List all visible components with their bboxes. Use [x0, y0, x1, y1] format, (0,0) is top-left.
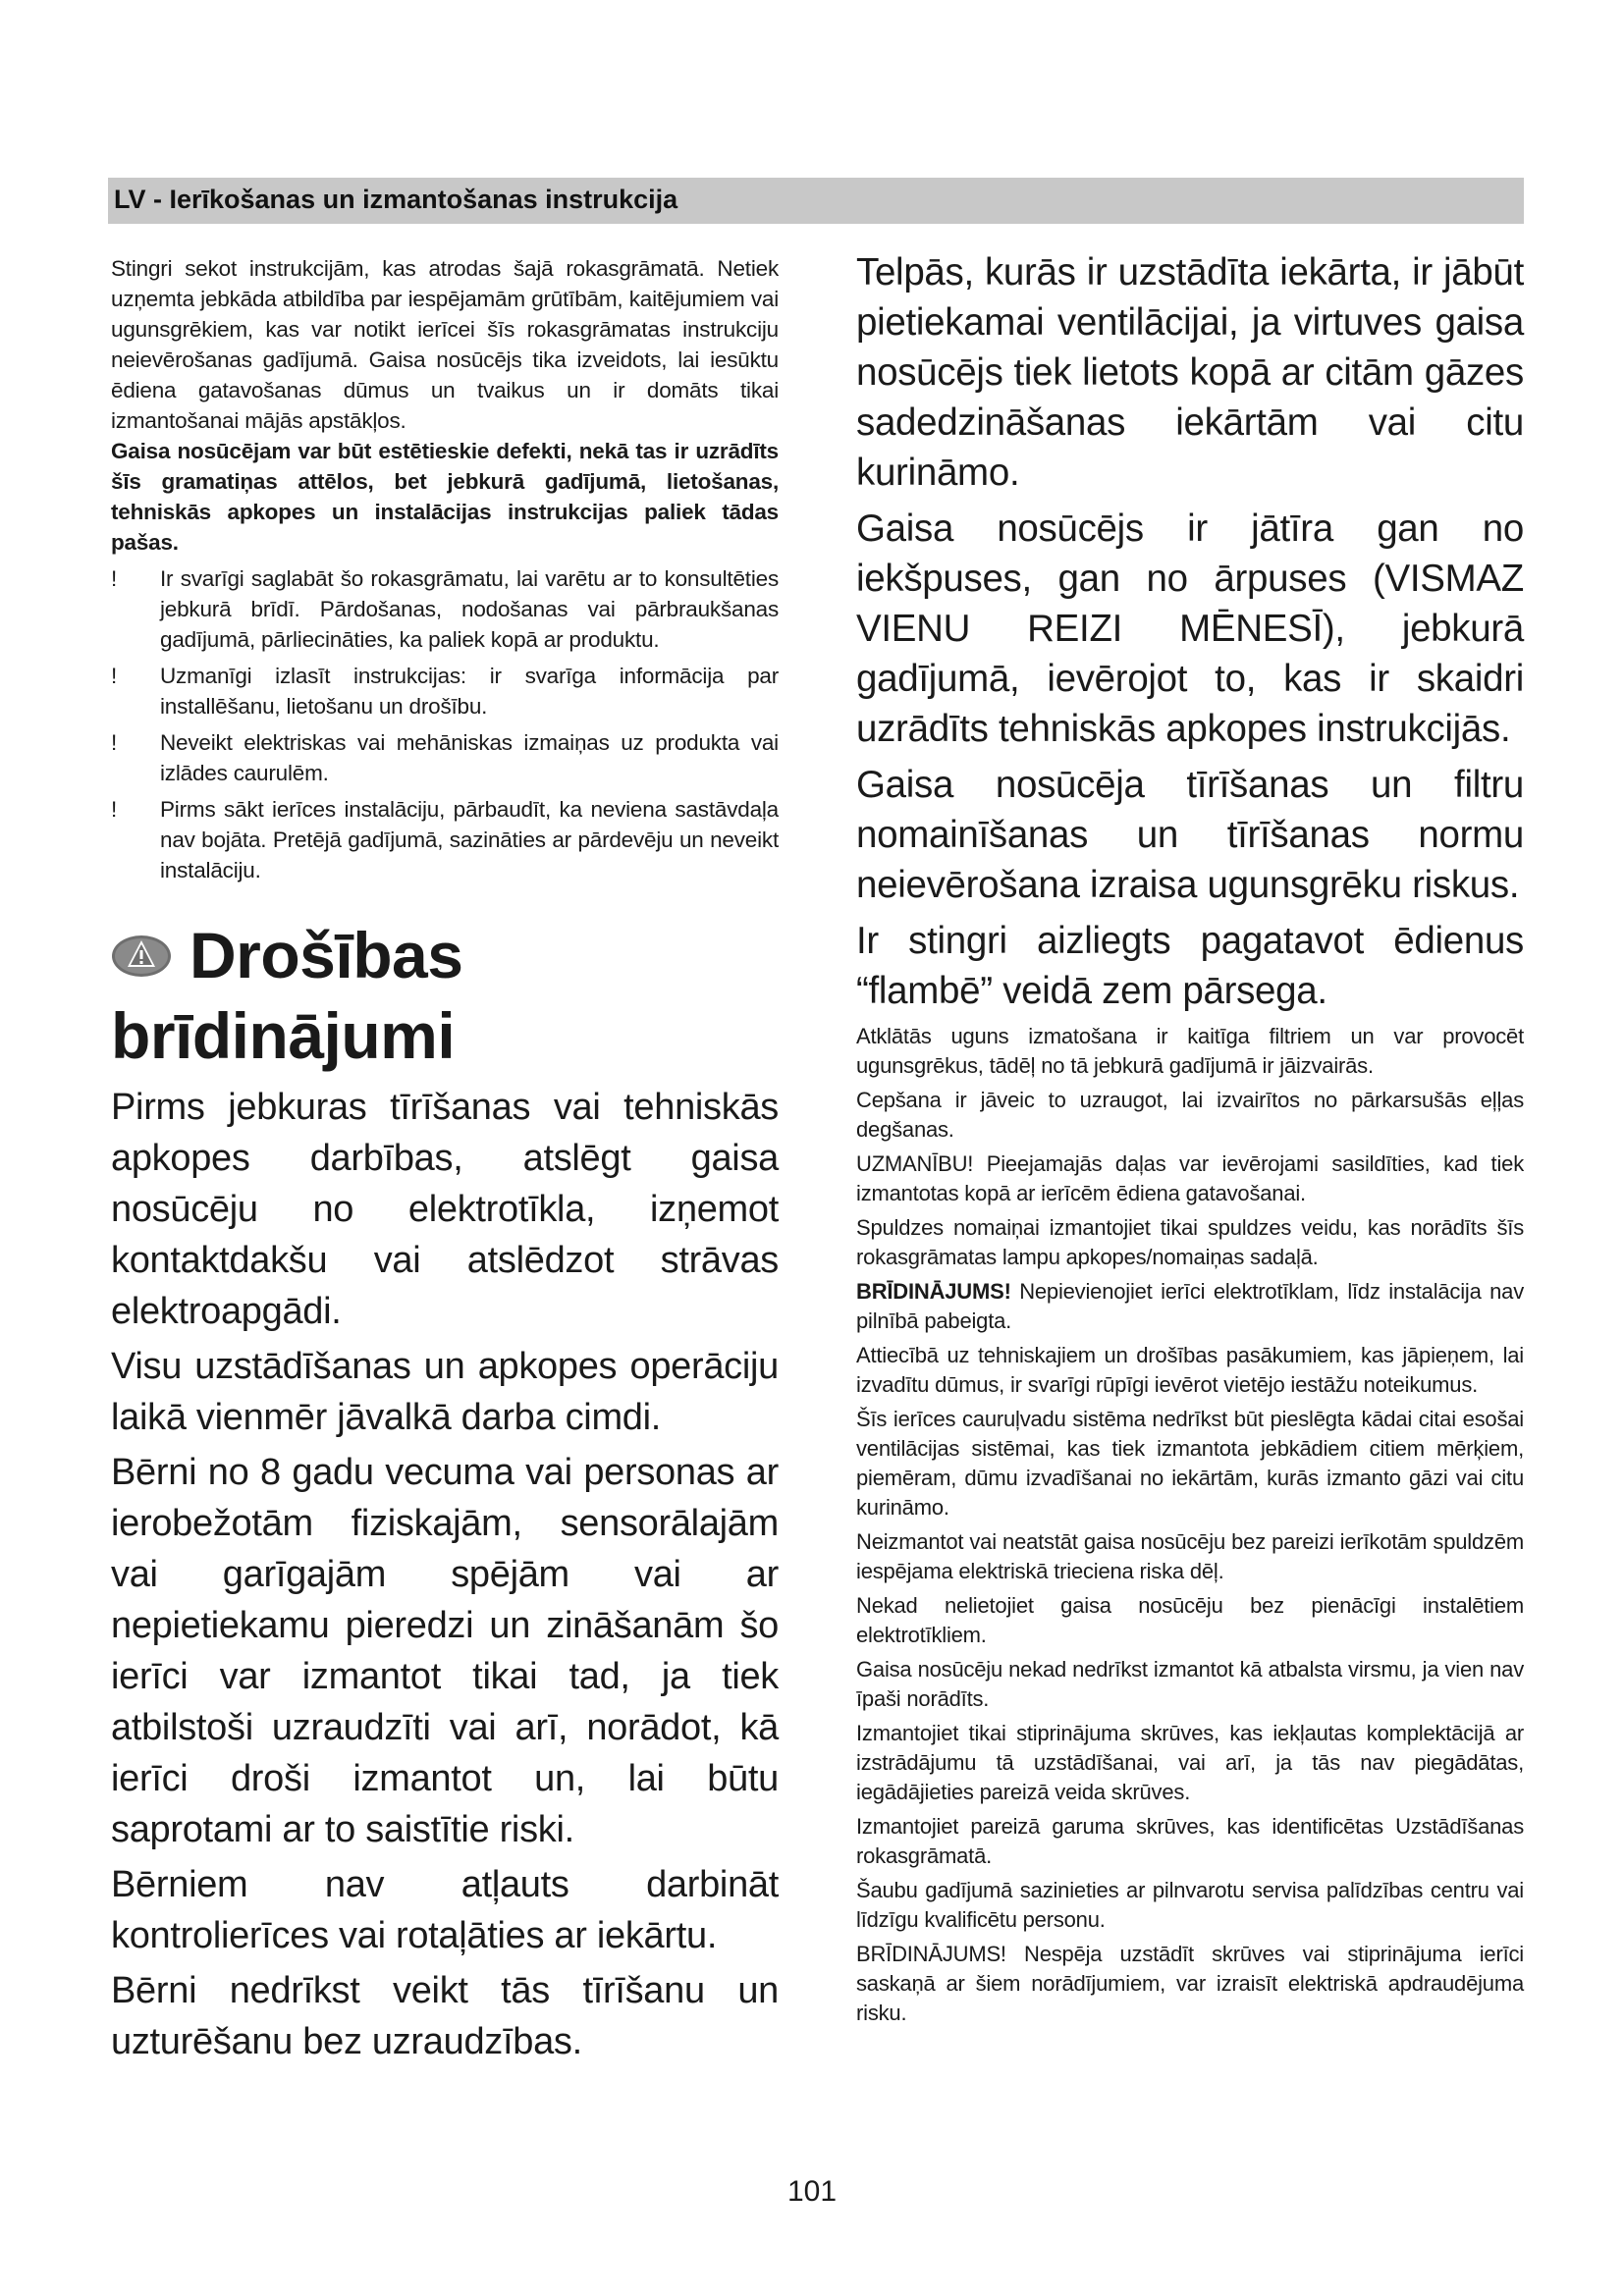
list-item — [111, 727, 779, 788]
exclamation-icon: ! — [111, 797, 118, 822]
exclamation-icon: ! — [111, 566, 118, 591]
exclamation-icon: ! — [111, 730, 118, 755]
text-paragraph: Šaubu gadījumā sazinieties ar pilnvarotu servisa palīdzības centru vai līdzīgu kvalificētu personu. — [856, 1878, 1524, 1932]
warning-label: BRĪDINĀJUMS! — [856, 1279, 1011, 1304]
list-item — [111, 563, 779, 655]
warning-text: Nepievienojiet ierīci elektrotīklam, līdz instalācija nav pilnībā pabeigta. — [856, 1279, 1524, 1333]
warning-paragraph: Bērni no 8 gadu vecuma vai personas ar ierobežotām fiziskajām, sensorālajām vai garīgajām spējām vai ar nepietiekamu pieredzi un zināšanām šo ierīci var izmantot tikai tad, ja tiek atbilstoši uzraudzīti vai arī, norādot, kā ierīci droši izmantot un, lai būtu saprotami ar to saistītie riski. — [111, 1452, 779, 1850]
warning-triangle-icon — [111, 915, 172, 995]
large-warnings — [111, 1082, 779, 2067]
section-title: LV - Ierīkošanas un izmantošanas instrukcija — [114, 185, 678, 214]
warning-paragraph: Gaisa nosūcēja tīrīšanas un filtru nomainīšanas un tīrīšanas normu neievērošana izraisa ugunsgrēku riskus. — [856, 764, 1524, 906]
warning-paragraph: Visu uzstādīšanas un apkopes operāciju laikā vienmēr jāvalkā darba cimdi. — [111, 1346, 779, 1438]
text-paragraph: Cepšana ir jāveic to uzraugot, lai izvairītos no pārkarsušās eļļas degšanas. — [856, 1088, 1524, 1142]
intro-bold-paragraph: Gaisa nosūcējam var būt estētieskie defekti, nekā tas ir uzrādīts šīs gramatiņas attēlos, bet jebkurā gadījumā, lietošanas, tehniskās apkopes un instalācijas instrukcijas paliek tādas pašas. — [111, 439, 779, 555]
warning-paragraph: Bērniem nav atļauts darbināt kontrolierīces vai rotaļāties ar iekārtu. — [111, 1864, 779, 1956]
list-item — [111, 661, 779, 721]
warning-paragraph: Pirms jebkuras tīrīšanas vai tehniskās apkopes darbības, atslēgt gaisa nosūcēju no elektrotīkla, izņemot kontaktdakšu vai atslēdzot strāvas elektroapgādi. — [111, 1087, 779, 1332]
heading-line-1: Drošības — [189, 919, 463, 991]
text-paragraph — [856, 1277, 1524, 1336]
bullet-text: Uzmanīgi izlasīt instrukcijas: ir svarīga informācija par installēšanu, lietošanu un drošību. — [160, 664, 779, 719]
list-item — [111, 794, 779, 885]
bullet-list — [111, 563, 779, 885]
heading-line-2: brīdinājumi — [111, 999, 456, 1072]
text-paragraph: UZMANĪBU! Pieejamajās daļas var ievērojami sasildīties, kad tiek izmantotas kopā ar ierīcēm ēdiena gatavošanai. — [856, 1151, 1524, 1205]
warning-paragraph: Gaisa nosūcējs ir jātīra gan no iekšpuses, gan no ārpuses (VISMAZ VIENU REIZI MĒNESĪ), jebkurā gadījumā, ievērojot to, kas ir skaidri uzrādīts tehniskās apkopes instrukcijās. — [856, 507, 1524, 750]
safety-warnings-heading — [111, 915, 779, 1076]
page-number: 101 — [786, 2175, 838, 2208]
text-paragraph: Spuldzes nomaiņai izmantojiet tikai spuldzes veidu, kas norādīts šīs rokasgrāmatas lampu apkopes/nomaiņas sadaļā. — [856, 1215, 1524, 1269]
text-paragraph: Izmantojiet tikai stiprinājuma skrūves, kas iekļautas komplektācijā ar izstrādājumu tā uzstādīšanai, vai arī, ja tās nav piegādātas, iegādājieties pareizā veida skrūves. — [856, 1721, 1524, 1804]
section-header-bar — [108, 178, 1524, 224]
warning-paragraph: Bērni nedrīkst veikt tās tīrīšanu un uzturēšanu bez uzraudzības. — [111, 1970, 779, 2062]
left-column — [111, 253, 779, 2071]
text-paragraph: Šīs ierīces cauruļvadu sistēma nedrīkst būt pieslēgta kādai citai esošai ventilācijas sistēmai, kas tiek izmantota jebkādiem citiem mērķiem, piemēram, dūmu izvadīšanai no iekārtām, kurās izmanto gāzi vai citu kurināmo. — [856, 1407, 1524, 1520]
text-paragraph: Gaisa nosūcēju nekad nedrīkst izmantot kā atbalsta virsmu, ja vien nav īpaši norādīts. — [856, 1657, 1524, 1711]
right-column — [856, 247, 1524, 2033]
text-paragraph: Attiecībā uz tehniskajiem un drošības pasākumiem, kas jāpieņem, lai izvadītu dūmus, ir svarīgi rūpīgi ievērot vietējo iestāžu noteikumus. — [856, 1343, 1524, 1397]
bullet-text: Pirms sākt ierīces instalāciju, pārbaudīt, ka neviena sastāvdaļa nav bojāta. Pretējā gadījumā, sazināties ar pārdevēju un neveikt instalāciju. — [160, 797, 779, 882]
text-paragraph: Neizmantot vai neatstāt gaisa nosūcēju bez pareizi ierīkotām spuldzēm iespējama elektriskā trieciena riska dēļ. — [856, 1529, 1524, 1583]
warning-paragraph: Telpās, kurās ir uzstādīta iekārta, ir jābūt pietiekamai ventilācijai, ja virtuves gaisa nosūcējs tiek lietots kopā ar citām gāzes sadedzināšanas iekārtām vai citu kurināmo. — [856, 251, 1524, 494]
bullet-text: Neveikt elektriskas vai mehāniskas izmaiņas uz produkta vai izlādes caurulēm. — [160, 730, 779, 785]
text-paragraph: BRĪDINĀJUMS! Nespēja uzstādīt skrūves vai stiprinājuma ierīci saskaņā ar šiem norādījumiem, var izraisīt elektriskā apdraudējuma risku. — [856, 1942, 1524, 2025]
text-paragraph: Nekad nelietojiet gaisa nosūcēju bez pienācīgi instalētiem elektrotīkliem. — [856, 1593, 1524, 1647]
text-paragraph: Izmantojiet pareizā garuma skrūves, kas identificētas Uzstādīšanas rokasgrāmatā. — [856, 1814, 1524, 1868]
bullet-text: Ir svarīgi saglabāt šo rokasgrāmatu, lai varētu ar to konsultēties jebkurā brīdī. Pārdošanas, nodošanas vai pārbraukšanas gadījumā, pārliecināties, ka paliek kopā ar produktu. — [160, 566, 779, 652]
exclamation-icon: ! — [111, 664, 118, 688]
text-paragraph: Atklātās uguns izmatošana ir kaitīga filtriem un var provocēt ugunsgrēkus, tādēļ no tā jebkurā gadījumā ir jāizvairās. — [856, 1024, 1524, 1078]
intro-paragraph: Stingri sekot instrukcijām, kas atrodas šajā rokasgrāmatā. Netiek uzņemta jebkāda atbildība par iespējamām grūtībām, kaitējumiem vai ugunsgrēkiem, kas var notikt ierīcei šīs rokasgrāmatas instrukciju neievērošanas gadījumā. Gaisa nosūcējs tika izveidots, lai iesūktu ēdiena gatavošanas dūmus un tvaikus un ir domāts tikai izmantošanai mājās apstākļos. — [111, 256, 779, 433]
warning-paragraph: Ir stingri aizliegts pagatavot ēdienus “flambē” veidā zem pārsega. — [856, 920, 1524, 1012]
